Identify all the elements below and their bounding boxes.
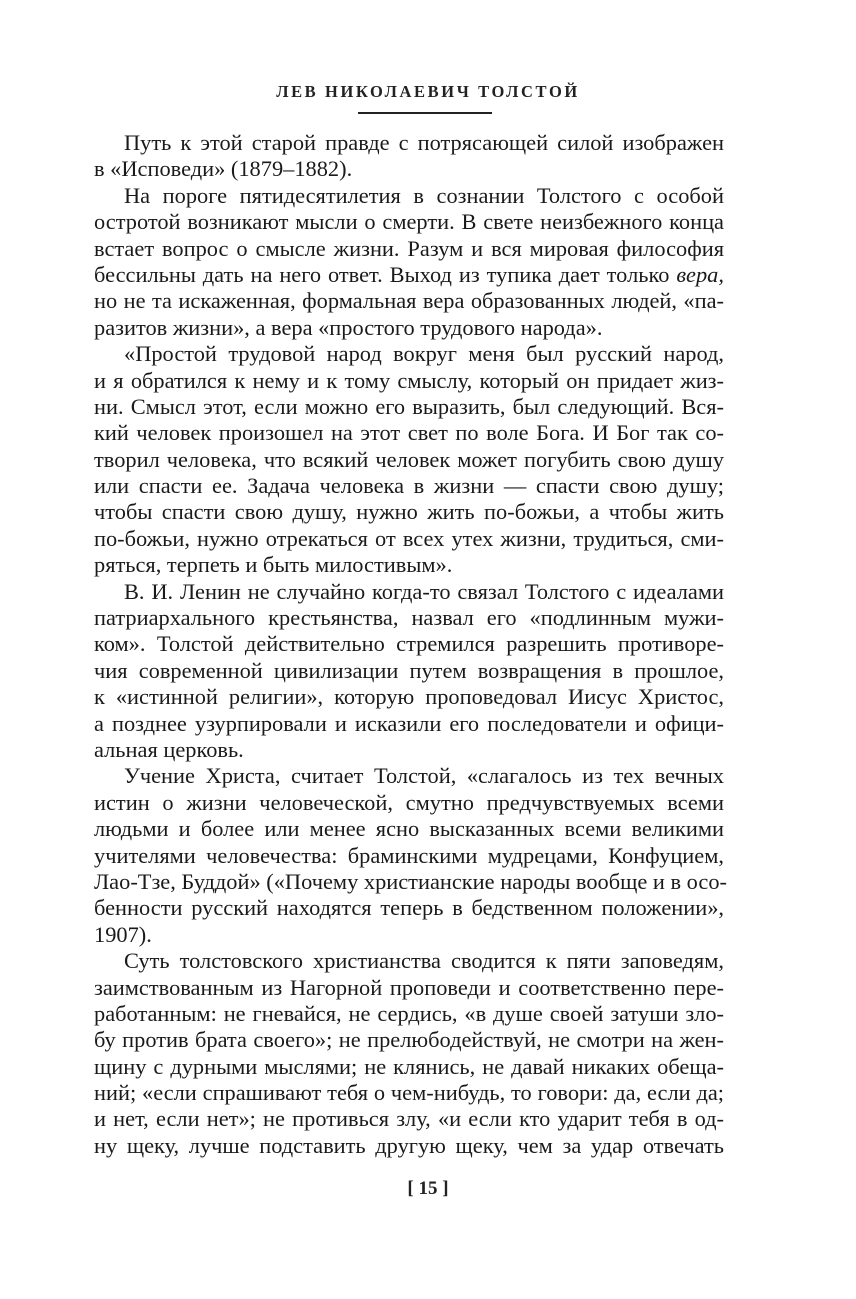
- text-line-content: работанным: не гневайся, не сердись, «в душе своей затуши зло-: [94, 1000, 724, 1026]
- text-line: [94, 209, 724, 235]
- text-line-content: бессильны дать на него ответ. Выход из тупика дает только: [94, 261, 670, 287]
- text-line: [94, 394, 724, 420]
- text-line: [94, 975, 724, 1001]
- text-line-content: истин о жизни человеческой, смутно предчувствуемых всеми: [94, 789, 724, 815]
- text-line-content: к «истинной религии», которую проповедовал Иисус Христос,: [94, 684, 724, 710]
- text-line-content: Суть толстовского христианства сводится к пяти заповедям,: [124, 948, 724, 974]
- text-line: [94, 895, 724, 921]
- text-line: [94, 447, 724, 473]
- text-line-content: творил человека, что всякий человек может погубить свою душу: [94, 446, 724, 472]
- text-line-content: альная церковь.: [94, 736, 244, 762]
- text-line-content: в «Исповеди» (1879–1882).: [94, 156, 353, 182]
- text-line-content: заимствованным из Нагорной проповеди и соответственно пере-: [94, 974, 724, 1000]
- text-line-content: Лао-Тзе, Буддой» («Почему христианские народы вообще и в осо-: [94, 868, 727, 894]
- text-line-content: кий человек произошел на этот свет по воле Бога. И Бог так со-: [94, 420, 724, 446]
- text-line: [94, 816, 724, 842]
- text-line-content: ряться, терпеть и быть милостивым».: [94, 552, 453, 578]
- text-line-content: «Простой трудовой народ вокруг меня был русский народ,: [124, 341, 724, 367]
- text-line: [94, 1080, 724, 1106]
- text-line-content: чия современной цивилизации путем возвращения в прошлое,: [94, 657, 724, 683]
- text-line: [94, 631, 724, 657]
- text-line-content: патриархального крестьянства, назвал его «подлинным мужи-: [94, 605, 724, 631]
- text-line: [94, 711, 724, 737]
- text-line: [94, 368, 724, 394]
- text-line-content: а позднее узурпировали и исказили его последователи и офици-: [94, 710, 724, 736]
- text-line: [94, 526, 724, 552]
- text-line: [94, 684, 724, 710]
- text-line-content: по-божьи, нужно отрекаться от всех утех жизни, трудиться, сми-: [94, 525, 724, 551]
- text-line-content: бу против брата своего»; не прелюбодействуй, не смотри на жен-: [94, 1027, 724, 1053]
- body-text: [94, 130, 727, 1159]
- running-head-rule: [358, 112, 492, 114]
- text-line: [94, 1001, 724, 1027]
- text-line-content: остротой возникают мысли о смерти. В свете неизбежного конца: [94, 209, 724, 235]
- text-line: [94, 1106, 724, 1132]
- text-line: [94, 737, 724, 763]
- text-line: [94, 948, 724, 974]
- text-line-content: ну щеку, лучше подставить другую щеку, чем за удар отвечать: [94, 1132, 724, 1158]
- text-line: [94, 262, 724, 288]
- text-line: [94, 1027, 724, 1053]
- text-line-content: чтобы спасти свою душу, нужно жить по-божьи, а чтобы жить: [94, 499, 724, 525]
- text-line-content: или спасти ее. Задача человека в жизни — спасти свою душу;: [94, 473, 724, 499]
- text-line-content: 1907).: [94, 921, 152, 947]
- text-line-content: бенности русский находятся теперь в бедственном положении»,: [94, 895, 724, 921]
- text-line: [94, 183, 724, 209]
- text-line-content: и я обратился к нему и к тому смыслу, который он придает жиз-: [94, 367, 724, 393]
- text-line-content: ний; «если спрашивают тебя о чем-нибудь, то говори: да, если да;: [94, 1080, 724, 1106]
- text-line: [94, 1054, 724, 1080]
- text-line: [94, 236, 724, 262]
- text-line-content: На пороге пятидесятилетия в сознании Толстого с особой: [124, 182, 724, 208]
- page-number: [ 15 ]: [407, 1178, 449, 1199]
- text-line: [94, 420, 724, 446]
- text-line-content: но не та искаженная, формальная вера образованных людей, «па-: [94, 288, 724, 314]
- text-line: [94, 579, 724, 605]
- text-line: [94, 843, 724, 869]
- running-head: ЛЕВ НИКОЛАЕВИЧ ТОЛСТОЙ: [276, 82, 580, 101]
- text-line-content: разитов жизни», а вера «простого трудового народа».: [94, 314, 603, 340]
- text-line: [94, 658, 724, 684]
- text-line: [94, 868, 727, 895]
- text-line: [94, 605, 724, 631]
- text-line-content: щину с дурными мыслями; не клянись, не давай никаких обеща-: [94, 1053, 724, 1079]
- text-line-content: Путь к этой старой правде с потрясающей силой изображен: [124, 130, 724, 155]
- text-line-content: и нет, если нет»; не противься злу, «и если кто ударит тебя в од-: [94, 1106, 724, 1132]
- text-line-content: ни. Смысл этот, если можно его выразить, был следующий. Вся-: [94, 393, 724, 419]
- text-line: [94, 341, 724, 367]
- text-line: [94, 1133, 724, 1159]
- text-line-content: людьми и более или менее ясно высказанных всеми великими: [94, 816, 724, 842]
- text-line: [94, 288, 724, 314]
- text-line-content: В. И. Ленин не случайно когда-то связал Толстого с идеалами: [124, 578, 724, 604]
- text-line-content: Учение Христа, считает Толстой, «слагалось из тех вечных: [124, 763, 724, 789]
- text-line-content: учителями человечества: браминскими мудрецами, Конфуцием,: [94, 842, 724, 868]
- text-line: [94, 552, 724, 578]
- text-line-content: встает вопрос о смысле жизни. Разум и вся мировая философия: [94, 235, 724, 261]
- italic-word: вера,: [676, 261, 724, 287]
- text-line-content: ком». Толстой действительно стремился разрешить противоре-: [94, 631, 724, 657]
- text-line: [94, 499, 724, 525]
- text-line: [94, 473, 724, 499]
- text-line: [94, 790, 724, 816]
- text-line: [94, 763, 724, 789]
- text-line: [94, 315, 724, 341]
- text-line: [94, 156, 724, 182]
- text-line: [94, 130, 724, 156]
- text-line: [94, 922, 724, 948]
